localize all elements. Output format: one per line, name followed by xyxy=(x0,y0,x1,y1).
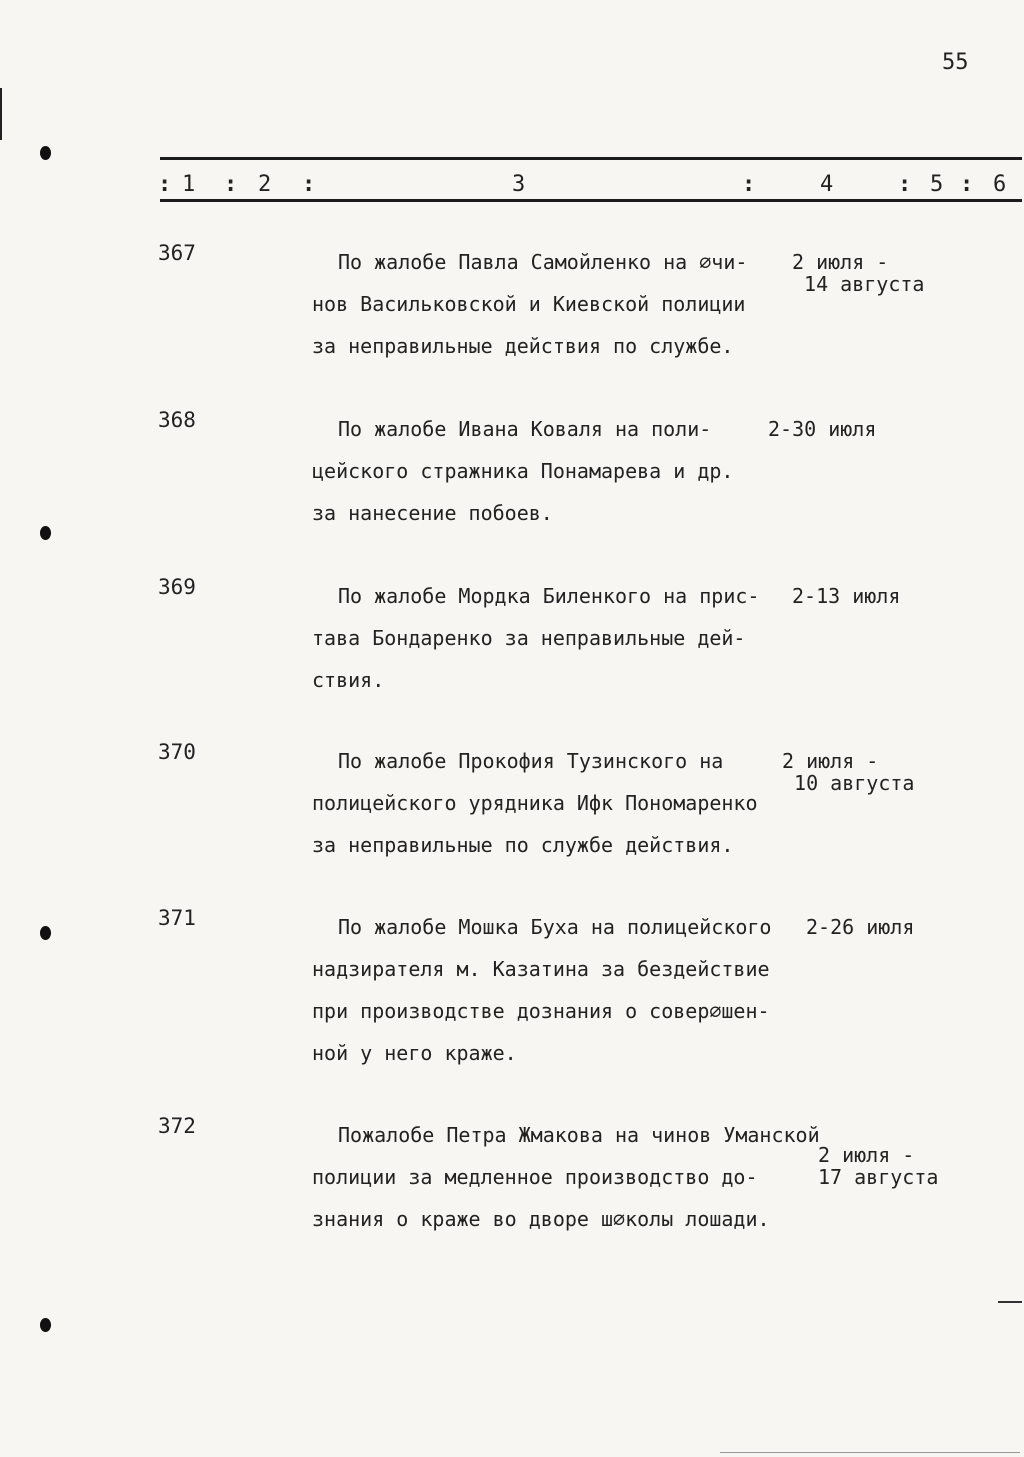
case-description: Пожалобе Петра Жмакова на чинов Уманской полиции за медленное производство до- знания о краже во дворе ш∅колы лошади. xyxy=(312,1123,820,1231)
case-number: 369 xyxy=(158,575,196,599)
case-number: 370 xyxy=(158,740,196,764)
table-header-top-rule xyxy=(160,157,1022,160)
scan-edge-mark xyxy=(0,88,2,140)
case-dates: 2-30 июля xyxy=(768,417,877,441)
case-dates: 2 июля - 10 августа xyxy=(782,749,915,795)
column-separator: : xyxy=(898,172,912,197)
case-description: По жалобе Павла Самойленко на ∅чи- нов Васильковской и Киевской полиции за неправильные действия по службе. xyxy=(312,250,748,358)
page-number: 55 xyxy=(942,50,969,75)
column-separator: : xyxy=(742,172,756,197)
column-header-4: 4 xyxy=(820,172,834,197)
scan-bottom-line xyxy=(720,1452,1020,1453)
column-separator: : xyxy=(224,172,238,197)
case-description: По жалобе Мордка Биленкого на прис- тава Бондаренко за неправильные дей- ствия. xyxy=(312,584,760,692)
case-description: По жалобе Мошка Буха на полицейского надзирателя м. Казатина за бездействие при производстве дознания о совер∅шен- ной у него краже. xyxy=(312,915,772,1065)
scan-corner-mark xyxy=(998,1301,1022,1303)
column-header-5: 5 xyxy=(930,172,944,197)
column-header-2: 2 xyxy=(258,172,272,197)
case-number: 372 xyxy=(158,1114,196,1138)
column-separator: : xyxy=(158,172,172,197)
punch-hole xyxy=(40,1318,51,1332)
table-header-bottom-rule xyxy=(160,199,1022,202)
column-separator: : xyxy=(960,172,974,197)
case-dates: 2 июля - 17 августа xyxy=(818,1143,939,1189)
case-number: 371 xyxy=(158,906,196,930)
punch-hole xyxy=(40,926,51,940)
punch-hole xyxy=(40,146,51,160)
column-header-6: 6 xyxy=(993,172,1007,197)
case-number: 368 xyxy=(158,408,196,432)
column-separator: : xyxy=(302,172,316,197)
case-dates: 2 июля - 14 августа xyxy=(792,250,925,296)
case-number: 367 xyxy=(158,241,196,265)
punch-hole xyxy=(40,526,51,540)
case-description: По жалобе Прокофия Тузинского на полицейского урядника Ифк Пономаренко за неправильные по службе действия. xyxy=(312,749,758,857)
case-dates: 2-13 июля xyxy=(792,584,901,608)
case-description: По жалобе Ивана Коваля на поли- цейского стражника Понамарева и др. за нанесение побоев. xyxy=(312,417,734,525)
column-header-1: 1 xyxy=(182,172,196,197)
column-header-3: 3 xyxy=(512,172,526,197)
case-dates: 2-26 июля xyxy=(806,915,915,939)
